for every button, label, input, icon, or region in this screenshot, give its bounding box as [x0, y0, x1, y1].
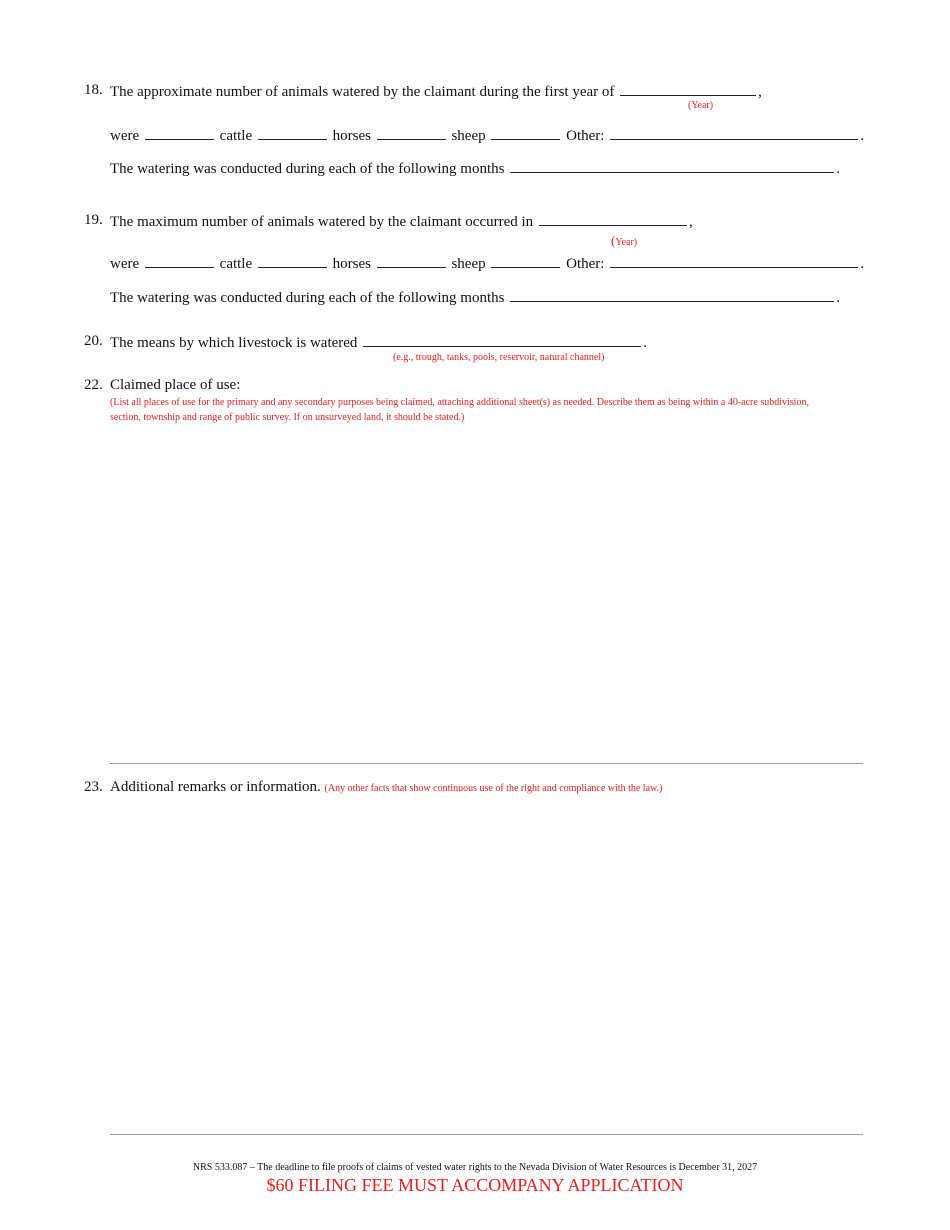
- q19-sheep-count-field[interactable]: [491, 254, 560, 268]
- q18-year-field[interactable]: [620, 82, 756, 96]
- q18-months-line: The watering was conducted during each of the following months .: [110, 161, 840, 177]
- q19-horses-field[interactable]: [258, 254, 327, 268]
- question-23-number: 23.: [84, 779, 103, 795]
- q19-year-hint-text: Year): [615, 237, 638, 248]
- question-19-line: The maximum number of animals watered by the claimant occurred in ,: [110, 214, 693, 230]
- q18-other-label: Other:: [566, 128, 605, 144]
- q18-months-field[interactable]: [510, 159, 834, 173]
- q19-were-label: were: [110, 256, 140, 272]
- q22-hint: (List all places of use for the primary and any secondary purposes being claimed, attaching additional sheet(s) as needed. Describe them as being within a 40-acre subdivision, section, township and range of public survey. If on unsurveyed land, it should be stated.): [110, 397, 809, 423]
- question-19-text: The maximum number of animals watered by the claimant occurred in: [110, 214, 534, 230]
- question-20-number: 20.: [84, 333, 103, 349]
- q18-sheep-field[interactable]: [377, 126, 446, 140]
- q19-sheep-field[interactable]: [377, 254, 446, 268]
- q19-months-text: The watering was conducted during each of the following months: [110, 290, 505, 306]
- q20-means-field[interactable]: [363, 333, 641, 347]
- q23-hint: (Any other facts that show continuous use of the right and compliance with the law.): [324, 783, 663, 794]
- q23-answer-rule[interactable]: [110, 1134, 863, 1135]
- q18-horses-label: horses: [332, 128, 371, 144]
- q18-animals-line: were cattle horses sheep Other: .: [110, 128, 864, 144]
- q19-cattle-label: cattle: [219, 256, 253, 272]
- q18-cattle-label: cattle: [219, 128, 253, 144]
- q18-sheep-label: sheep: [451, 128, 486, 144]
- q19-sheep-label: sheep: [451, 256, 486, 272]
- q19-other-field[interactable]: [610, 254, 858, 268]
- q19-cattle-field[interactable]: [145, 254, 214, 268]
- q19-animals-line: were cattle horses sheep Other: .: [110, 256, 864, 272]
- question-19-number: 19.: [84, 212, 103, 228]
- question-18-line: The approximate number of animals watered by the claimant during the first year of ,: [110, 84, 762, 100]
- question-18-text: The approximate number of animals watered by the claimant during the first year of: [110, 84, 615, 100]
- q19-horses-label: horses: [332, 256, 371, 272]
- q18-cattle-field[interactable]: [145, 126, 214, 140]
- q18-other-field[interactable]: [610, 126, 858, 140]
- q19-year-hint-paren: (: [611, 233, 616, 248]
- q19-months-line: The watering was conducted during each of the following months .: [110, 290, 840, 306]
- question-23-text: Additional remarks or information.: [110, 779, 321, 795]
- q19-year-field[interactable]: [539, 212, 687, 226]
- q18-sheep-count-field[interactable]: [491, 126, 560, 140]
- q20-hint: (e.g., trough, tanks, pools, reservoir, natural channel): [393, 352, 605, 363]
- question-22-number: 22.: [84, 377, 103, 393]
- q19-year-hint: [611, 233, 637, 249]
- q18-months-text: The watering was conducted during each of the following months: [110, 161, 505, 177]
- question-23-line: [110, 779, 662, 796]
- q18-horses-field[interactable]: [258, 126, 327, 140]
- q22-answer-rule[interactable]: [110, 763, 863, 764]
- q18-were-label: were: [110, 128, 140, 144]
- question-22-text: Claimed place of use:: [110, 377, 241, 393]
- question-18-number: 18.: [84, 82, 103, 98]
- footer-deadline: NRS 533.087 – The deadline to file proofs of claims of vested water rights to the Nevada Division of Water Resources is December 31, 2027: [192, 1162, 758, 1173]
- q18-year-hint: (Year): [688, 100, 714, 111]
- q19-months-field[interactable]: [510, 288, 834, 302]
- q19-other-label: Other:: [566, 256, 605, 272]
- question-20-line: The means by which livestock is watered .: [110, 335, 647, 351]
- question-20-text: The means by which livestock is watered: [110, 335, 358, 351]
- footer-fee-notice: $60 FILING FEE MUST ACCOMPANY APPLICATION: [266, 1175, 684, 1195]
